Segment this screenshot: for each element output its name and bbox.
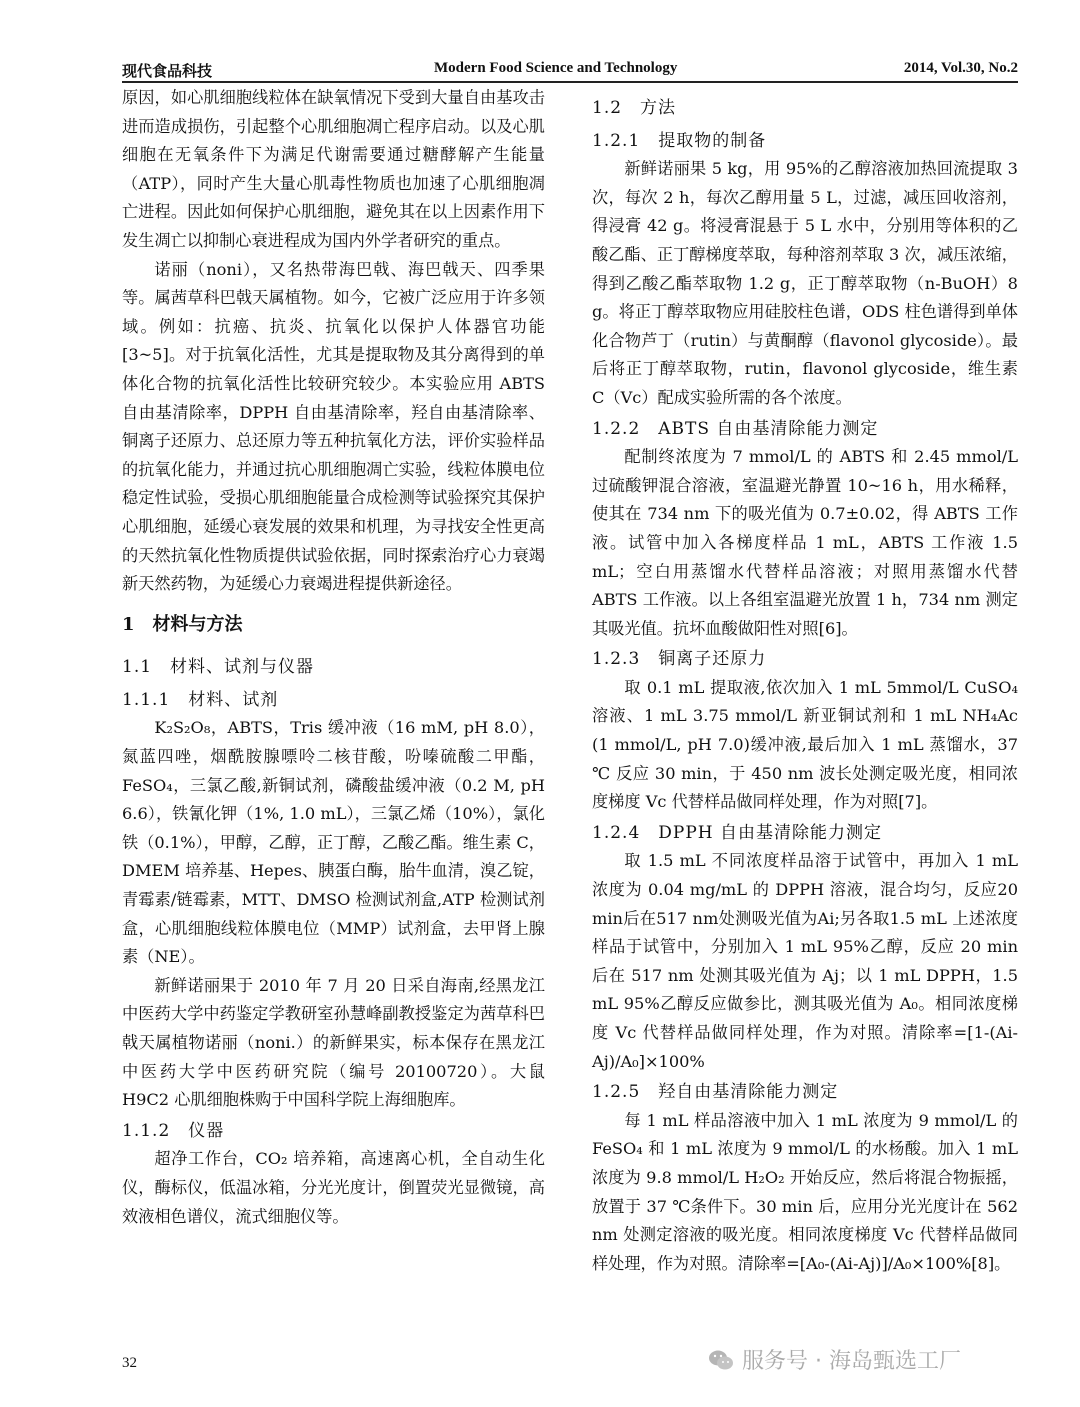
paragraph: 超净工作台，CO₂ 培养箱，高速离心机，全自动生化仪，酶标仪，低温冰箱，分光光度计，倒置荧光显微镜，高效液相色谱仪，流式细胞仪等。: [122, 1149, 545, 1226]
right-column: [592, 84, 1018, 1278]
left-column: [122, 84, 545, 1231]
subsubsection-heading: 1.2.3 铜离子还原力: [592, 649, 767, 670]
page-number: 32: [122, 1355, 137, 1371]
paragraph: 每 1 mL 样品溶液中加入 1 mL 浓度为 9 mmol/L 的 FeSO₄ 和 1 mL 浓度为 9 mmol/L 的水杨酸。加入 1 mL 浓度为 9.8 mmol/L H₂O₂ 开始反应，然后将混合物振摇，放置于 37 ℃条件下。30 min 后，应用分光光度计在 562 nm 处测定溶液的吸光度。相同浓度梯度 Vc 代替样品做同样处理，作为对照。清除率=[A₀-(Ai-Aj)]/A₀×100%[8]。: [592, 1110, 1018, 1273]
header-rule: [122, 81, 1018, 83]
watermark-text: 服务号 · 海岛甄选工厂: [742, 1349, 961, 1374]
paragraph: 新鲜诺丽果于 2010 年 7 月 20 日采自海南,经黑龙江中医药大学中药鉴定学教研室孙慧峰副教授鉴定为茜草科巴戟天属植物诺丽（noni.）的新鲜果实，标本保存在黑龙江中医药大学中医药研究院（编号 20100720）。大鼠 H9C2 心肌细胞株购于中国科学院上海细胞库。: [122, 975, 545, 1110]
subsubsection-heading: 1.2.4 DPPH 自由基清除能力测定: [592, 822, 882, 843]
subsubsection-heading: 1.2.1 提取物的制备: [592, 130, 767, 151]
paragraph: K₂S₂O₈，ABTS，Tris 缓冲液（16 mM, pH 8.0），氮蓝四唑，烟酰胺腺嘌呤二核苷酸，吩嗪硫酸二甲酯，FeSO₄，三氯乙酸,新铜试剂，磷酸盐缓冲液（0.2 M, pH 6.6），铁氰化钾（1%, 1.0 mL），三氯乙烯（10%），氯化铁（0.1%），甲醇，乙醇，正丁醇，乙酸乙酯。维生素 C，DMEM 培养基、Hepes、胰蛋白酶，胎牛血清，溴乙锭，青霉素/链霉素，MTT、DMSO 检测试剂盒,ATP 检测试剂盒，心肌细胞线粒体膜电位（MMP）试剂盒，去甲肾上腺素（NE）。: [122, 718, 545, 967]
subsubsection-heading: 1.1.1 材料、试剂: [122, 689, 279, 710]
paragraph: 诺丽（noni），又名热带海巴戟、海巴戟天、四季果等。属茜草科巴戟天属植物。如今，它被广泛应用于许多领域。例如：抗癌、抗炎、抗氧化以保护人体器官功能[3~5]。对于抗氧化活性，尤其是提取物及其分离得到的单体化合物的抗氧化活性比较研究较少。本实验应用 ABTS 自由基清除率，DPPH 自由基清除率，羟自由基清除率、铜离子还原力、总还原力等五种抗氧化方法，评价实验样品的抗氧化能力，并通过抗心肌细胞凋亡实验，线粒体膜电位稳定性试验，受损心肌细胞能量合成检测等试验探究其保护心肌细胞，延缓心衰发展的效果和机理，为寻找安全性更高的天然抗氧化性物质提供试验依据，同时探索治疗心力衰竭新天然药物，为延缓心力衰竭进程提供新途径。: [122, 259, 545, 594]
paragraph: 配制终浓度为 7 mmol/L 的 ABTS 和 2.45 mmol/L 过硫酸钾混合溶液，室温避光静置 10~16 h，用水稀释，使其在 734 nm 下的吸光值为 0.7±0.02，得 ABTS 工作液。试管中加入各梯度样品 1 mL，ABTS 工作液 1.5 mL；空白用蒸馏水代替样品溶液；对照用蒸馏水代替 ABTS 工作液。以上各组室温避光放置 1 h，734 nm 测定其吸光值。抗坏血酸做阳性对照[6]。: [592, 447, 1018, 638]
issue-info: 2014, Vol.30, No.2: [903, 60, 1018, 76]
section-heading: 1 材料与方法: [122, 613, 243, 635]
subsubsection-heading: 1.2.2 ABTS 自由基清除能力测定: [592, 418, 879, 439]
running-header: [122, 58, 1018, 82]
paragraph: 原因，如心肌细胞线粒体在缺氧情况下受到大量自由基攻击进而造成损伤，引起整个心肌细胞凋亡程序启动。以及心肌细胞在无氧条件下为满足代谢需要通过糖酵解产生能量（ATP），同时产生大量心肌毒性物质也加速了心肌细胞凋亡进程。因此如何保护心肌细胞，避免其在以上因素作用下发生凋亡以抑制心衰进程成为国内外学者研究的重点。: [122, 88, 545, 250]
journal-name-en: Modern Food Science and Technology: [434, 60, 678, 76]
paragraph: 取 0.1 mL 提取液,依次加入 1 mL 5mmol/L CuSO₄ 溶液、1 mL 3.75 mmol/L 新亚铜试剂和 1 mL NH₄Ac (1 mmol/L, pH 7.0)缓冲液,最后加入 1 mL 蒸馏水，37 ℃ 反应 30 min，于 450 nm 波长处测定吸光度，相同浓度梯度 Vc 代替样品做同样处理，作为对照[7]。: [592, 677, 1018, 812]
subsubsection-heading: 1.2.5 羟自由基清除能力测定: [592, 1082, 839, 1103]
paragraph: 新鲜诺丽果 5 kg，用 95%的乙醇溶液加热回流提取 3 次，每次 2 h，每次乙醇用量 5 L，过滤，减压回收溶剂，得浸膏 42 g。将浸膏混悬于 5 L 水中，分别用等体积的乙酸乙酯、正丁醇梯度萃取，每种溶剂萃取 3 次，减压浓缩，得到乙酸乙酯萃取物 1.2 g，正丁醇萃取物（n-BuOH）8 g。将正丁醇萃取物应用硅胶柱色谱，ODS 柱色谱得到单体化合物芦丁（rutin）与黄酮醇（flavonol glycoside）。最后将正丁醇萃取物，rutin，flavonol glycoside，维生素 C（Vc）配成实验所需的各个浓度。: [592, 159, 1018, 407]
journal-name-cn: 现代食品科技: [122, 64, 213, 80]
subsection-heading: 1.2 方法: [592, 98, 677, 118]
subsubsection-heading: 1.1.2 仪器: [122, 1120, 225, 1141]
wechat-icon: [708, 1349, 734, 1371]
watermark: [708, 1344, 961, 1375]
paragraph: 取 1.5 mL 不同浓度样品溶于试管中，再加入 1 mL 浓度为 0.04 mg/mL 的 DPPH 溶液，混合均匀，反应20 min后在517 nm处测吸光值为Ai;另各取1.5 mL 上述浓度样品于试管中，分别加入 1 mL 95%乙醇，反应 20 min 后在 517 nm 处测其吸光值为 Aj；以 1 mL DPPH，1.5 mL 95%乙醇反应做参比，测其吸光值为 A₀。相同浓度梯度 Vc 代替样品做同样处理，作为对照。清除率=[1-(Ai-Aj)/A₀]×100%: [592, 851, 1018, 1071]
subsection-heading: 1.1 材料、试剂与仪器: [122, 657, 315, 678]
